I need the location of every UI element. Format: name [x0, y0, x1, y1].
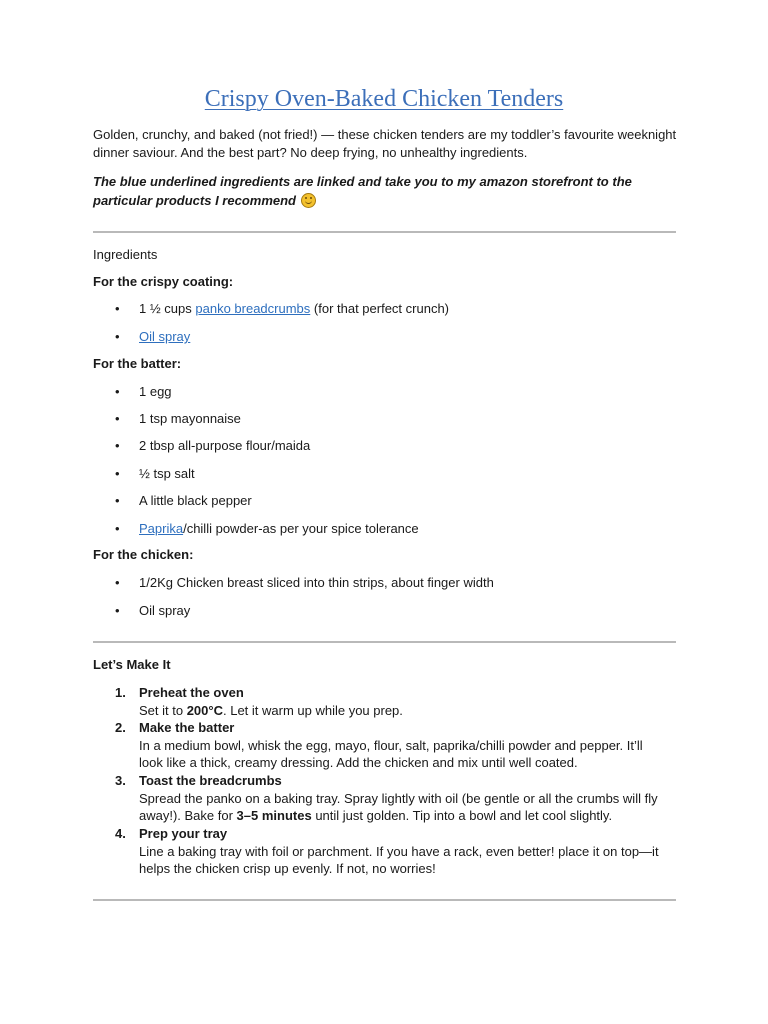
ingredients-heading: Ingredients [93, 247, 158, 262]
bullet: • [115, 575, 120, 590]
oil-spray-link[interactable]: Oil spray [139, 329, 191, 344]
bullet: • [115, 384, 120, 399]
step-3 [139, 772, 679, 825]
step-text: In a medium bowl, whisk the egg, mayo, flour, salt, paprika/chilli powder and pepper. It’ll [139, 737, 643, 753]
list-item [139, 328, 190, 346]
step-text: away!). Bake for 3–5 minutes until just golden. Tip into a bowl and let cool slightly. [139, 808, 613, 823]
list-item: 2 tbsp all-purpose flour/maida [139, 438, 311, 453]
list-item-text: (for that perfect crunch) [310, 301, 450, 316]
affiliate-note [93, 172, 683, 210]
list-item: ½ tsp salt [139, 466, 195, 481]
bullet: • [115, 411, 120, 426]
step-title: Toast the breadcrumbs [139, 773, 282, 788]
step-text: Line a baking tray with foil or parchment. If you have a rack, even better! place it on top—it [139, 843, 659, 859]
divider [93, 231, 676, 233]
step-title: Preheat the oven [139, 685, 244, 700]
step-2 [139, 719, 679, 772]
bullet: • [115, 466, 120, 481]
step-number: 2. [115, 720, 126, 735]
step-number: 3. [115, 773, 126, 788]
step-text: look like a thick, creamy dressing. Add the chicken and mix until well coated. [139, 755, 578, 770]
bullet: • [115, 438, 120, 453]
panko-breadcrumbs-link[interactable]: panko breadcrumbs [195, 301, 311, 316]
divider [93, 899, 676, 901]
batter-heading: For the batter: [93, 356, 182, 371]
list-item: 1 tsp mayonnaise [139, 411, 241, 426]
bullet: • [115, 603, 120, 618]
list-item: 1 egg [139, 384, 172, 399]
chicken-heading: For the chicken: [93, 547, 194, 562]
step-title: Prep your tray [139, 826, 228, 841]
bullet: • [115, 329, 120, 344]
step-number: 1. [115, 685, 126, 700]
bullet: • [115, 521, 120, 536]
page-title: Crispy Oven-Baked Chicken Tenders [204, 86, 564, 112]
list-item [139, 520, 419, 538]
list-item: A little black pepper [139, 493, 252, 508]
intro-paragraph: Golden, crunchy, and baked (not fried!) — these chicken tenders are my toddler’s favourite weeknight dinner saviour. And the best part? No deep frying, no unhealthy ingredients. [93, 127, 677, 160]
list-item: Oil spray [139, 603, 191, 618]
step-4 [139, 825, 679, 878]
bullet: • [115, 301, 120, 316]
coating-heading: For the crispy coating: [93, 274, 234, 289]
list-item-text: 1 ½ cups [139, 301, 196, 316]
step-text: helps the chicken crisp up evenly. If not, no worries! [139, 861, 436, 876]
list-item-text: /chilli powder-as per your spice tolerance [183, 521, 419, 536]
list-item: 1/2Kg Chicken breast sliced into thin strips, about finger width [139, 575, 494, 590]
bullet: • [115, 493, 120, 508]
paprika-link[interactable]: Paprika [139, 521, 184, 536]
affiliate-note-text: The blue underlined ingredients are linked and take you to my amazon storefront to the particular products I recommend [93, 174, 632, 208]
smiling-face-icon [301, 193, 316, 208]
step-text: Spread the panko on a baking tray. Spray lightly with oil (be gentle or all the crumbs will fly [139, 790, 658, 806]
step-title: Make the batter [139, 720, 235, 735]
step-number: 4. [115, 826, 126, 841]
divider [93, 641, 676, 643]
step-text: Set it to 200°C. Let it warm up while you prep. [139, 702, 403, 718]
step-1 [139, 684, 679, 719]
list-item [139, 300, 449, 318]
method-heading: Let’s Make It [93, 657, 171, 672]
